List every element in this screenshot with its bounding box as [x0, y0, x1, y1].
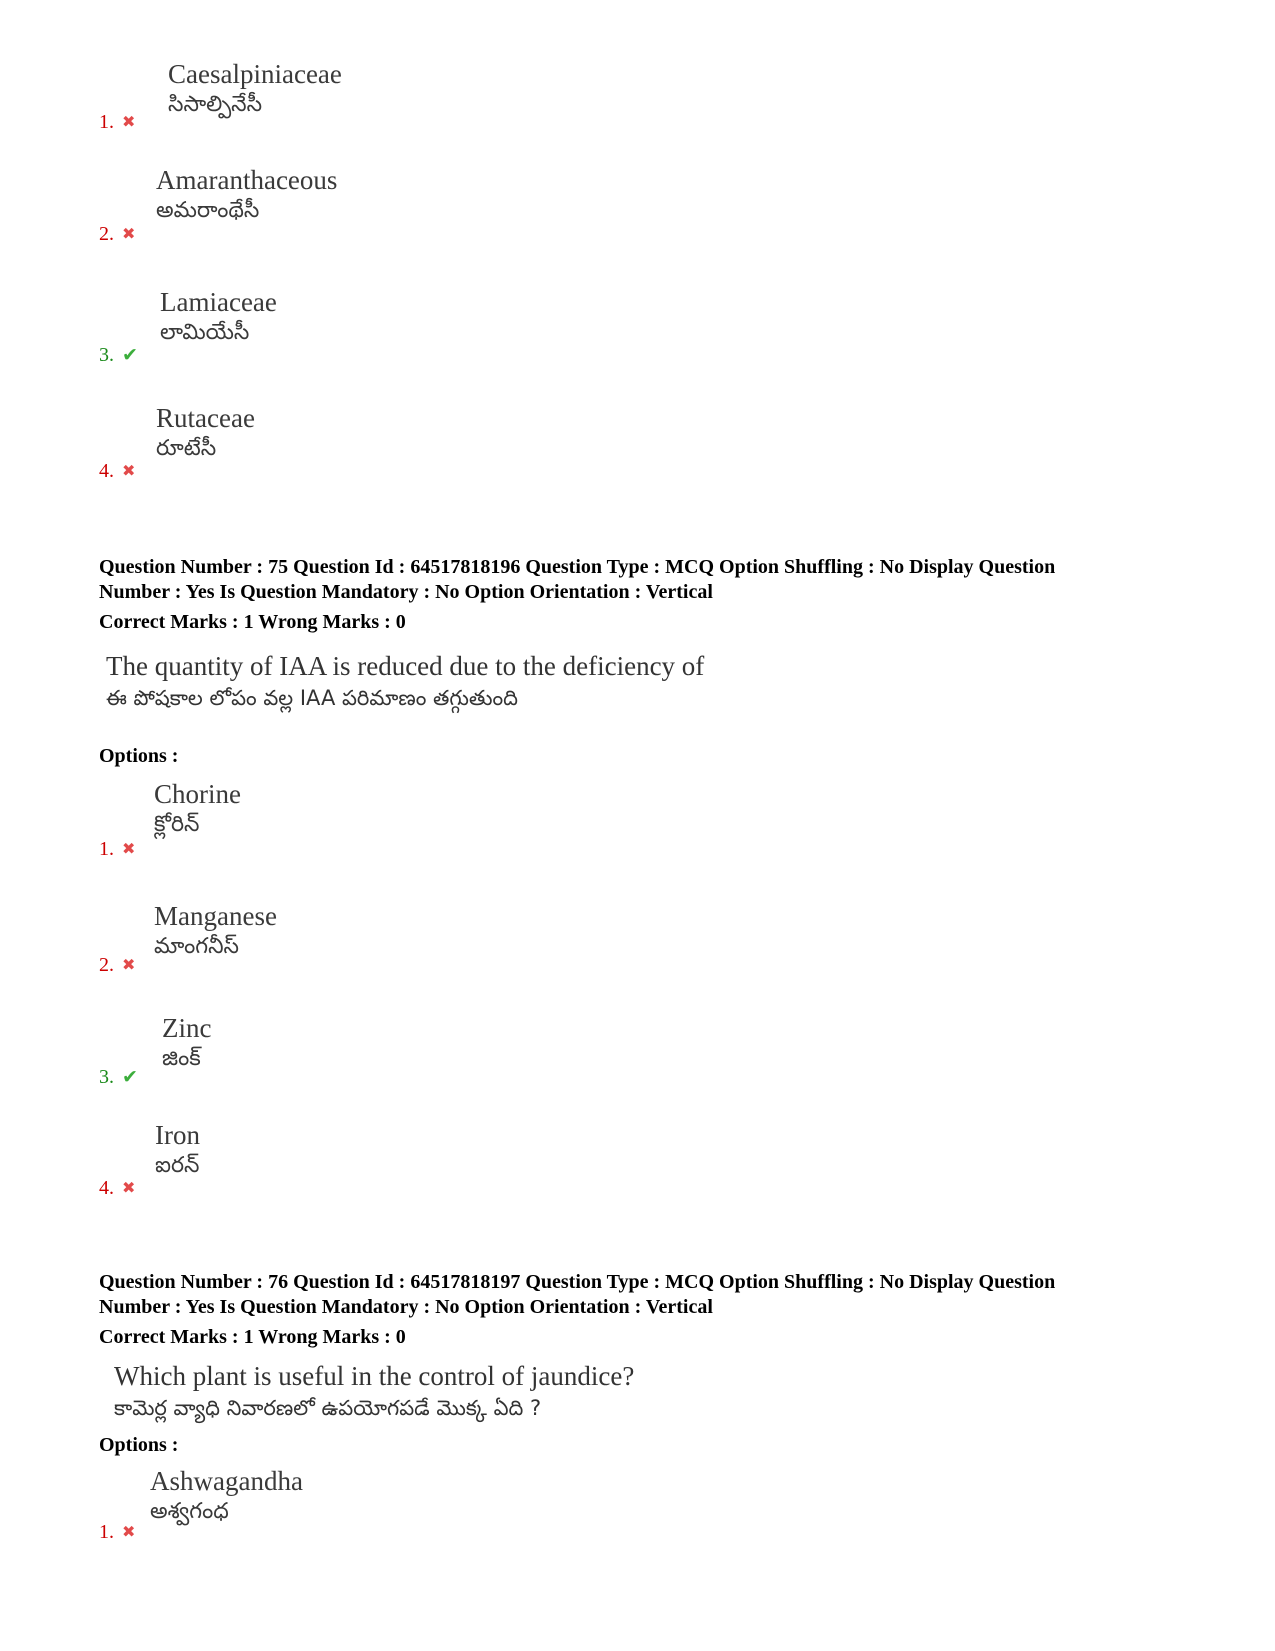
- check-icon: ✔: [122, 344, 138, 366]
- option-content: [156, 402, 255, 464]
- cross-icon: ✖: [122, 224, 136, 243]
- question-text-english: Which plant is useful in the control of jaundice?: [114, 1361, 635, 1391]
- question-marks: Correct Marks : 1 Wrong Marks : 0: [99, 1326, 406, 1348]
- option-text-english: Manganese: [154, 901, 277, 931]
- cross-icon: ✖: [122, 1522, 136, 1541]
- option-number: 4. ✖: [99, 1177, 136, 1199]
- option-text-english: Ashwagandha: [150, 1466, 303, 1496]
- option-content: [150, 1465, 303, 1527]
- option-number: 3. ✔: [99, 1066, 138, 1088]
- question-text: [114, 1360, 634, 1424]
- option-content: [168, 58, 342, 120]
- option-number: 1. ✖: [99, 1521, 136, 1543]
- question-text-telugu: ఈ పోషకాల లోపం వల్ల IAA పరిమాణం తగ్గుతుంది: [106, 686, 518, 710]
- option-number: 4. ✖: [99, 460, 136, 482]
- option-text-telugu: క్లోరిన్: [154, 812, 200, 837]
- option-text-english: Lamiaceae: [160, 287, 277, 317]
- cross-icon: ✖: [122, 461, 136, 480]
- question-meta-line-2: Number : Yes Is Question Mandatory : No Option Orientation : Vertical: [99, 581, 713, 603]
- option-text-telugu: లామియేసీ: [160, 320, 250, 345]
- option-number: 1. ✖: [99, 111, 136, 133]
- option-number: 2. ✖: [99, 954, 136, 976]
- option-number: 3. ✔: [99, 344, 138, 366]
- question-marks: Correct Marks : 1 Wrong Marks : 0: [99, 611, 406, 633]
- cross-icon: ✖: [122, 839, 136, 858]
- option-text-telugu: సిసాల్పినేసీ: [168, 92, 263, 117]
- question-text: [106, 650, 704, 714]
- option-text-english: Amaranthaceous: [156, 165, 338, 195]
- question-meta-line-2: Number : Yes Is Question Mandatory : No Option Orientation : Vertical: [99, 1296, 713, 1318]
- option-content: [155, 1119, 200, 1181]
- option-text-telugu: అశ్వగంధ: [150, 1499, 229, 1524]
- cross-icon: ✖: [122, 955, 136, 974]
- question-meta: [99, 1270, 1189, 1350]
- option-text-english: Chorine: [154, 779, 241, 809]
- cross-icon: ✖: [122, 112, 136, 131]
- option-text-telugu: రూటేసీ: [156, 436, 217, 461]
- option-text-english: Rutaceae: [156, 403, 255, 433]
- cross-icon: ✖: [122, 1178, 136, 1197]
- question-meta-line-1: Question Number : 75 Question Id : 64517818196 Question Type : MCQ Option Shuffling : No Display Question: [99, 556, 1056, 578]
- question-meta-line-1: Question Number : 76 Question Id : 64517818197 Question Type : MCQ Option Shuffling : No Display Question: [99, 1271, 1056, 1293]
- option-content: [156, 164, 337, 226]
- question-meta: [99, 555, 1189, 635]
- option-content: [154, 900, 277, 962]
- option-content: [160, 286, 277, 348]
- option-text-english: Zinc: [162, 1013, 212, 1043]
- option-text-english: Iron: [155, 1120, 200, 1150]
- option-content: [162, 1012, 211, 1074]
- option-text-english: Caesalpiniaceae: [168, 59, 342, 89]
- option-text-telugu: ఐరన్: [155, 1153, 200, 1178]
- option-text-telugu: అమరాంథేసీ: [156, 198, 260, 223]
- options-label: Options :: [99, 1434, 179, 1456]
- question-text-telugu: కామెర్ల వ్యాధి నివారణలో ఉపయోగపడే మొక్క ఏది ?: [114, 1396, 542, 1420]
- option-content: [154, 778, 241, 840]
- option-text-telugu: మాంగనీస్: [154, 934, 239, 959]
- option-text-telugu: జింక్: [162, 1046, 201, 1071]
- option-number: 1. ✖: [99, 838, 136, 860]
- check-icon: ✔: [122, 1066, 138, 1088]
- option-number: 2. ✖: [99, 223, 136, 245]
- question-text-english: The quantity of IAA is reduced due to the deficiency of: [106, 651, 705, 681]
- options-label: Options :: [99, 745, 179, 767]
